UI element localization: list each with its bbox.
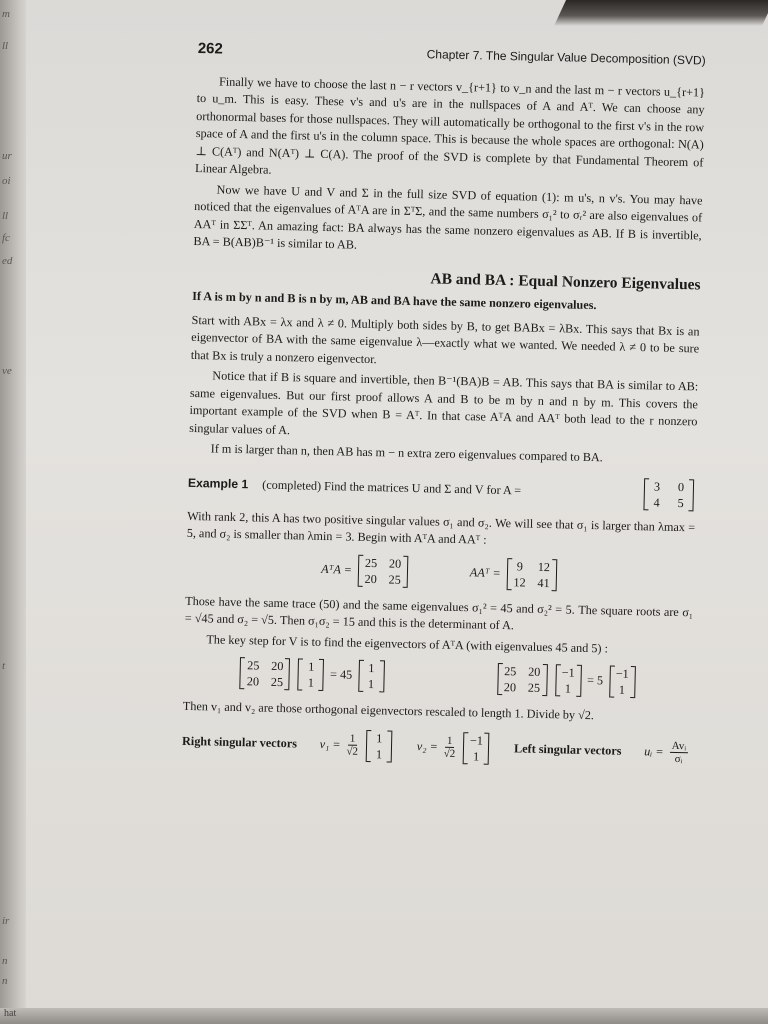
v2-label: v₂ = [416,738,438,754]
eigenvector-equations [183,656,692,700]
matrix-entry: 20 [503,680,517,695]
paragraph: With rank 2, this A has two positive singular values σ₁ and σ₂. We will see that σ₁ is larger than λmax = 5, and σ₂ is smaller than λmin = 3. Begin with AᵀA and AAᵀ : [186,508,696,547]
matrix-entry: 20 [271,658,284,674]
matrix-entry: 12 [513,574,526,590]
matrix-entry: 25 [388,571,401,587]
previous-page-edge [0,0,26,1024]
matrix-entry: 41 [537,575,550,590]
section-title: AB and BA : Equal Nonzero Eigenvalues [430,269,701,293]
frac-numerator: 1 [348,733,358,746]
page-content [182,40,706,769]
AtA-label: AᵀA = [321,561,353,577]
AAt-equation [470,557,560,591]
paragraph: Finally we have to choose the last n − r vectors v_{r+1} to v_n and the last m − r vectors u_{r+1} to u_m. This is easy. These v's and u's are in the nullspaces of A and Aᵀ. We can choose any orthonormal bases for those nullspaces. They will automatically be orthogonal to the first v's in the row space of A and the first u's in the column space. This is because the whole spaces are orthogonal: N(A) ⊥ C(Aᵀ) and N(Aᵀ) ⊥ C(A). The proof of the SVD is complete by that Fundamental Theorem of Linear Algebra. [194,73,706,177]
v2-definition [417,731,492,765]
margin-fragment: oi [2,175,11,187]
matrix-M2 [497,663,548,696]
matrix-entry: −1 [469,732,484,748]
matrix-entry: 20 [388,555,402,571]
matrix-entry: 25 [527,680,541,695]
matrix-entry: 20 [528,664,541,679]
matrix-entry: 20 [364,571,377,586]
u-label: uᵢ = [644,744,664,759]
paragraph: Now we have U and V and Σ in the full size SVD of equation (1): m u's, n v's. You may have noticed that the eigenvalues of AᵀA are in ΣᵀΣ, and the same numbers σ₁² to σᵣ² are also eigenvalues of AAᵀ in ΣΣᵀ. An amazing fact: BA always has the same nonzero eigenvalues as AB. If B is invertible, BA = B(AB)B⁻¹ is similar to AB. [193,181,703,252]
margin-fragment: ir [2,915,10,927]
frac-denominator: √2 [443,747,456,761]
page-number: 262 [197,40,224,58]
vector-v1 [366,730,393,763]
vector-v [555,664,582,697]
eigenvalue: = 5 [586,673,604,688]
eigen-equation-1 [238,657,387,692]
margin-fragment: ur [2,150,12,162]
matrix-M1 [240,657,291,690]
eigenvalue: = 45 [329,667,353,682]
margin-fragment: n [2,955,8,967]
margin-fragment: ed [2,255,13,267]
gram-matrices [186,550,695,594]
theorem-statement: If A is m by n and B is n by m, AB and BA have the same nonzero eigenvalues. [192,288,597,313]
v1-definition [319,728,394,762]
vector-rhs [358,660,385,693]
paragraph: Then v₁ and v₂ are those orthogonal eigenvectors rescaled to length 1. Divide by √2. [182,698,595,723]
v1-label: v₁ = [319,736,341,752]
left-sv-label: Left singular vectors [513,741,622,758]
u-definition [644,739,690,765]
matrix-entry: 9 [516,558,524,574]
margin-fragment: ll [2,210,9,222]
frac-denominator: σᵢ [674,753,683,766]
matrix-entry: 1 [618,682,626,697]
matrix-entry: 1 [564,681,572,696]
bottom-page-edge [0,1008,768,1024]
AtA-equation [321,553,410,587]
AAt-label: AAᵀ = [469,565,501,580]
matrix-entry: −1 [615,666,629,681]
frac-denominator: √2 [346,745,359,758]
margin-fragment: fc [2,232,10,244]
matrix-entry: 1 [307,675,315,690]
paragraph: Notice that if B is square and invertible, then B⁻¹(BA)B = AB. This says that BA is similar to AB: same eigenvalues. But our first proof allows A and B to be m by n and n by m. This covers the important example of the SVD when B = Aᵀ. In that case AᵀA and AAᵀ both lead to the r nonzero singular values of A. [189,368,699,437]
matrix-entry: 3 [653,478,661,494]
paragraph: Start with ABx = λx and λ ≠ 0. Multiply both sides by B, to get BABx = λBx. This says that Bx is an eigenvector of BA with the same eigenvalue λ—exactly what we wanted. We needed λ ≠ 0 to be sure that Bx is truly a nonzero eigenvector. [190,312,700,366]
paragraph: The key step for V is to find the eigenvectors of AᵀA (with eigenvalues 45 and 5) : [206,631,609,655]
paragraph: If m is larger than n, then AB has m − n extra zero eigenvalues compared to BA. [210,441,603,465]
page-curl-shadow [554,0,768,26]
singular-vectors-line [182,725,691,769]
matrix-entry: 1 [308,659,315,674]
matrix-AtA [358,554,409,587]
margin-fragment: ve [2,365,12,377]
fraction [444,735,456,760]
vector-rhs [609,665,636,698]
matrix-entry: 5 [677,495,684,510]
eigen-equation-2 [495,663,638,698]
matrix-entry: 12 [537,559,551,574]
matrix-AAt [506,558,557,591]
matrix-entry: 25 [270,674,284,690]
matrix-entry: 1 [367,677,375,692]
matrix-entry: 0 [677,479,685,494]
margin-fragment: n [2,975,8,987]
example-heading [188,467,697,511]
matrix-entry: 25 [504,664,517,679]
vector-v [298,658,325,691]
matrix-entry: 1 [376,730,383,745]
page-header [198,40,706,70]
margin-fragment: t [2,660,6,672]
frac-numerator: Avᵢ [669,740,688,753]
fraction [669,740,688,765]
example-label: Example 1 [187,475,249,492]
vector-v2 [463,732,490,765]
matrix-entry: 1 [368,661,375,676]
right-sv-label: Right singular vectors [181,733,298,751]
matrix-entry: 1 [375,746,383,761]
matrix-entry: 25 [364,555,378,570]
matrix-entry: 25 [247,658,260,673]
chapter-title: Chapter 7. The Singular Value Decomposition (SVD) [426,47,706,68]
matrix-entry: 4 [653,494,660,510]
paragraph: Those have the same trace (50) and the same eigenvalues σ₁² = 45 and σ₂² = 5. The square roots are σ₁ = √45 and σ₂ = √5. Then σ₁σ₂ = 15 and this is the determinant of A. [184,593,694,633]
margin-fragment: m [2,8,10,20]
matrix-A [643,478,694,511]
bottom-fragment: hat [4,1008,17,1019]
matrix-entry: 20 [246,674,260,689]
matrix-entry: 1 [472,748,480,764]
frac-numerator: 1 [445,735,455,748]
example-text: (completed) Find the matrices U and Σ and V for A = [262,477,522,498]
fraction [346,733,358,758]
matrix-entry: −1 [561,665,575,680]
margin-fragment: ll [2,40,9,52]
